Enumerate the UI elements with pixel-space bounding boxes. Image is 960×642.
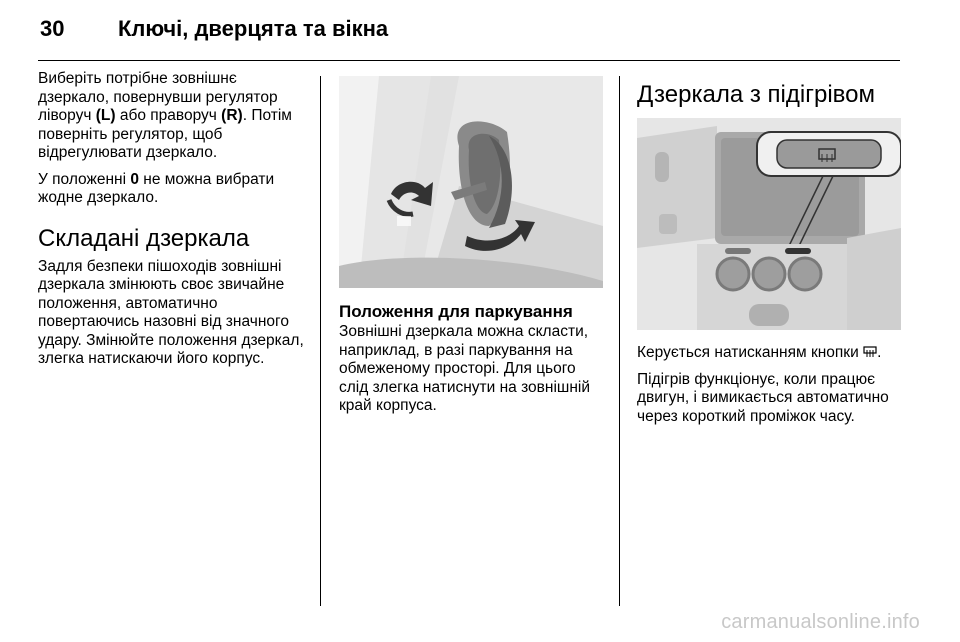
column-2 <box>339 70 607 424</box>
column-3 <box>637 70 909 434</box>
subsection-title-parking-position: Положення для паркування <box>339 302 573 321</box>
page-title: Ключі, дверцята та вікна <box>118 16 389 41</box>
dashboard-button-illustration <box>637 118 901 330</box>
heated-mirror-icon <box>863 346 877 358</box>
header-divider <box>38 60 900 61</box>
bold-text: (L) <box>95 107 116 124</box>
text: або праворуч <box>115 107 222 124</box>
text: . <box>877 344 882 361</box>
page-number: 30 <box>40 16 65 41</box>
paragraph: Зовнішні дзеркала можна скласти, наприклад, в разі паркування на обмеженому просторі. Для цього слід злегка натиснути на зовнішній край корпуса. <box>339 323 590 414</box>
bold-text: 0 <box>130 170 139 188</box>
bold-text: (R) <box>221 107 243 124</box>
text: Керується натисканням кнопки <box>637 344 859 361</box>
column-divider <box>619 76 620 606</box>
text: . Потім поверніть регулятор, щоб відрегулювати дзеркало. <box>38 107 292 161</box>
paragraph: Підігрів функціонує, коли працює двигун, і вимикається автоматично через короткий проміжок часу. <box>637 370 889 425</box>
text: У положенні <box>38 170 131 188</box>
paragraph <box>38 70 310 163</box>
paragraph <box>637 344 909 363</box>
section-title-heated-mirrors: Дзеркала з підігрівом <box>637 81 875 108</box>
text: не можна вибрати жодне дзеркало. <box>38 170 275 206</box>
column-1 <box>38 70 310 377</box>
watermark: carmanualsonline.info <box>721 611 920 633</box>
mirror-adjustment-illustration <box>339 76 603 288</box>
paragraph <box>38 171 310 208</box>
column-divider <box>320 76 321 606</box>
paragraph: Задля безпеки пішоходів зовнішні дзеркала змінюють своє звичайне положення, автоматично повертаючись назовні від значного удару. Змінюйте положення дзеркал, злегка натискаючи його корпус. <box>38 257 304 367</box>
section-title-folding-mirrors: Складані дзеркала <box>38 224 250 252</box>
text: Виберіть потрібне зовнішнє дзеркало, повернувши регулятор ліворуч <box>38 70 278 124</box>
